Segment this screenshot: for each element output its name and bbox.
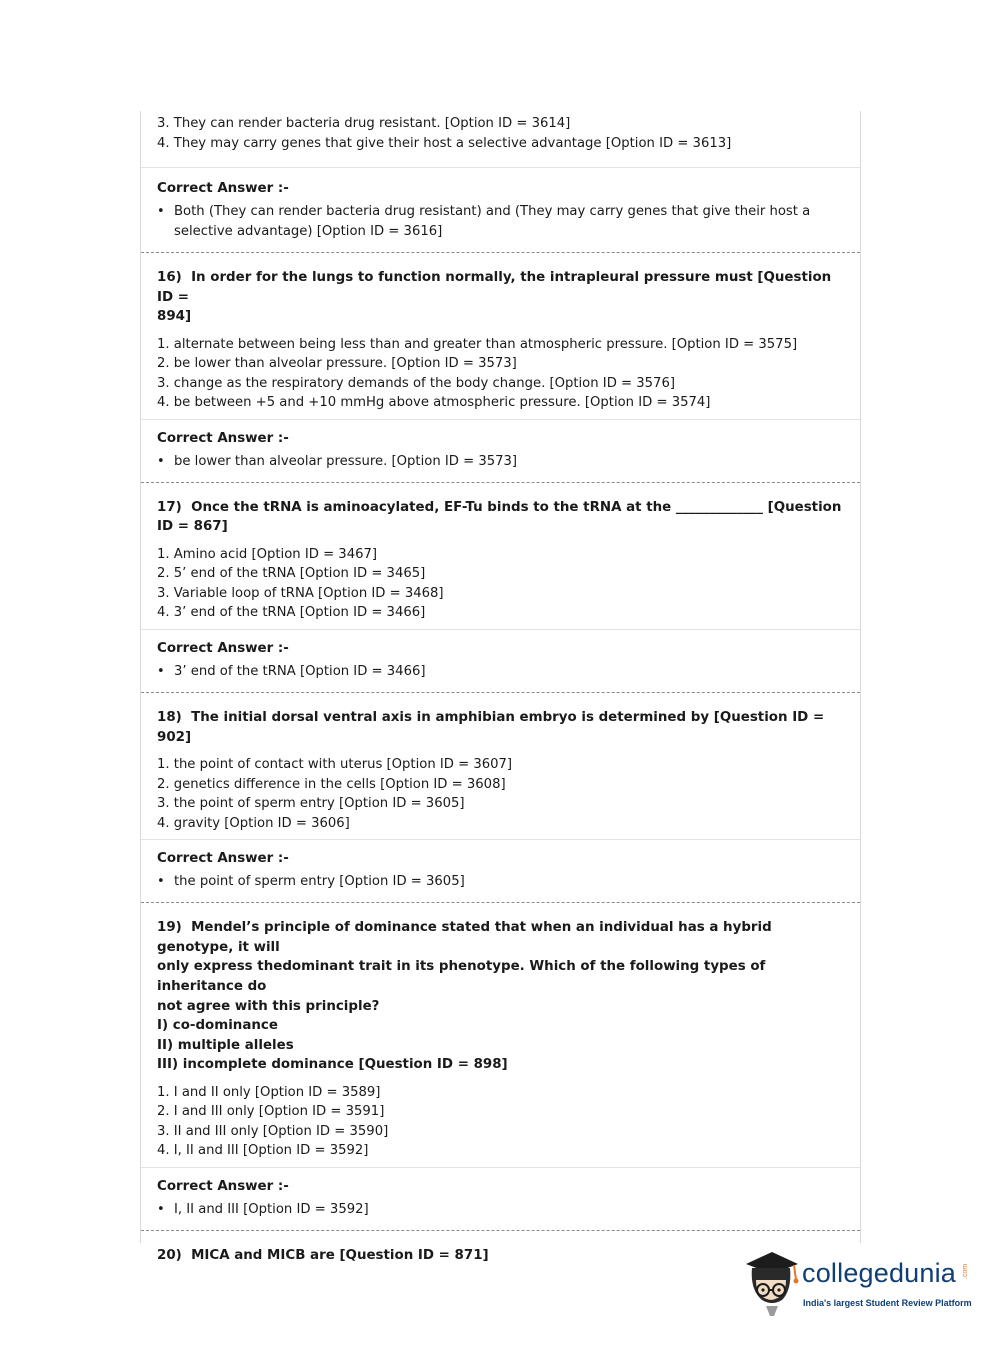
- question-text: 20) MICA and MICB are [Question ID = 871]: [157, 1247, 489, 1263]
- answer-16: [141, 420, 860, 483]
- answer-title: Correct Answer :-: [157, 181, 289, 196]
- option-line: 1. I and II only [Option ID = 3589]: [157, 1084, 381, 1100]
- option-line: 2. I and III only [Option ID = 3591]: [157, 1104, 385, 1120]
- option-line: 2. genetics difference in the cells [Option ID = 3608]: [157, 776, 506, 792]
- option-line: 4. They may carry genes that give their host a selective advantage [Option ID = 3613]: [157, 135, 732, 151]
- option-line: 4. gravity [Option ID = 3606]: [157, 815, 350, 831]
- answer-text: be lower than alveolar pressure. [Option ID = 3573]: [174, 453, 518, 469]
- option-line: 3. the point of sperm entry [Option ID = 3605]: [157, 796, 465, 812]
- answer-text: I, II and III [Option ID = 3592]: [174, 1201, 369, 1217]
- mascot-icon: [742, 1250, 802, 1320]
- prev-options: [141, 111, 860, 168]
- question-16: [141, 253, 860, 420]
- answer-item: [157, 202, 844, 242]
- question-18: [141, 693, 860, 840]
- logo-suffix: .com: [962, 1263, 970, 1280]
- question-17: [141, 483, 860, 630]
- exam-page: [140, 111, 861, 1263]
- option-line: 3. change as the respiratory demands of the body change. [Option ID = 3576]: [157, 375, 675, 391]
- answer-title: Correct Answer :-: [157, 430, 289, 446]
- option-line: 4. be between +5 and +10 mmHg above atmospheric pressure. [Option ID = 3574]: [157, 395, 711, 411]
- question-19: [141, 903, 860, 1168]
- collegedunia-logo: [742, 1250, 972, 1320]
- answer-item: [157, 872, 844, 892]
- question-text: 17) Once the tRNA is aminoacylated, EF-Tu binds to the tRNA at the _____________ [Question ID = 867]: [157, 499, 842, 535]
- option-line: 1. the point of contact with uterus [Option ID = 3607]: [157, 757, 513, 773]
- answer-item: [157, 452, 844, 472]
- option-line: 4. I, II and III [Option ID = 3592]: [157, 1143, 369, 1159]
- option-line: 3. Variable loop of tRNA [Option ID = 3468]: [157, 585, 444, 601]
- answer-item: [157, 662, 844, 682]
- logo-tagline: India's largest Student Review Platform: [803, 1298, 972, 1308]
- answer-text: selective advantage) [Option ID = 3616]: [174, 224, 443, 239]
- answer-item: [157, 1200, 844, 1220]
- option-line: 3. They can render bacteria drug resistant. [Option ID = 3614]: [157, 116, 571, 131]
- answer-title: Correct Answer :-: [157, 1178, 289, 1194]
- answer-text: Both (They can render bacteria drug resistant) and (They may carry genes that give their host a: [174, 204, 811, 219]
- answer-19: [141, 1168, 860, 1231]
- logo-wordmark: collegedunia: [802, 1258, 957, 1288]
- bullet-icon: •: [157, 1201, 165, 1217]
- option-line: 1. alternate between being less than and greater than atmospheric pressure. [Option ID = 3575]: [157, 336, 798, 352]
- option-line: 2. 5’ end of the tRNA [Option ID = 3465]: [157, 566, 426, 582]
- bullet-icon: •: [157, 453, 165, 469]
- question-text: 18) The initial dorsal ventral axis in amphibian embryo is determined by [Question ID = 902]: [157, 709, 829, 745]
- option-line: 4. 3’ end of the tRNA [Option ID = 3466]: [157, 605, 426, 621]
- answer-title: Correct Answer :-: [157, 851, 289, 867]
- answer-title: Correct Answer :-: [157, 640, 289, 656]
- option-line: 1. Amino acid [Option ID = 3467]: [157, 546, 378, 562]
- question-text: 16) In order for the lungs to function normally, the intrapleural pressure must [Question ID = 894]: [157, 270, 832, 325]
- bullet-icon: •: [157, 663, 165, 679]
- prev-answer: [141, 168, 860, 253]
- answer-text: 3’ end of the tRNA [Option ID = 3466]: [174, 663, 426, 679]
- option-line: 3. II and III only [Option ID = 3590]: [157, 1123, 389, 1139]
- question-text: 19) Mendel’s principle of dominance stated that when an individual has a hybrid genotype, it will only express thedominant trait in its phenotype. Which of the following types of inheritance do not agree with this principle? I) co-dominance II) multiple alleles III) incomplete dominance [Question ID = 898]: [157, 920, 772, 1073]
- bullet-icon: •: [157, 204, 165, 219]
- option-line: 2. be lower than alveolar pressure. [Option ID = 3573]: [157, 356, 517, 372]
- bullet-icon: •: [157, 874, 165, 890]
- answer-17: [141, 630, 860, 693]
- answer-text: the point of sperm entry [Option ID = 3605]: [174, 874, 465, 890]
- answer-18: [141, 840, 860, 903]
